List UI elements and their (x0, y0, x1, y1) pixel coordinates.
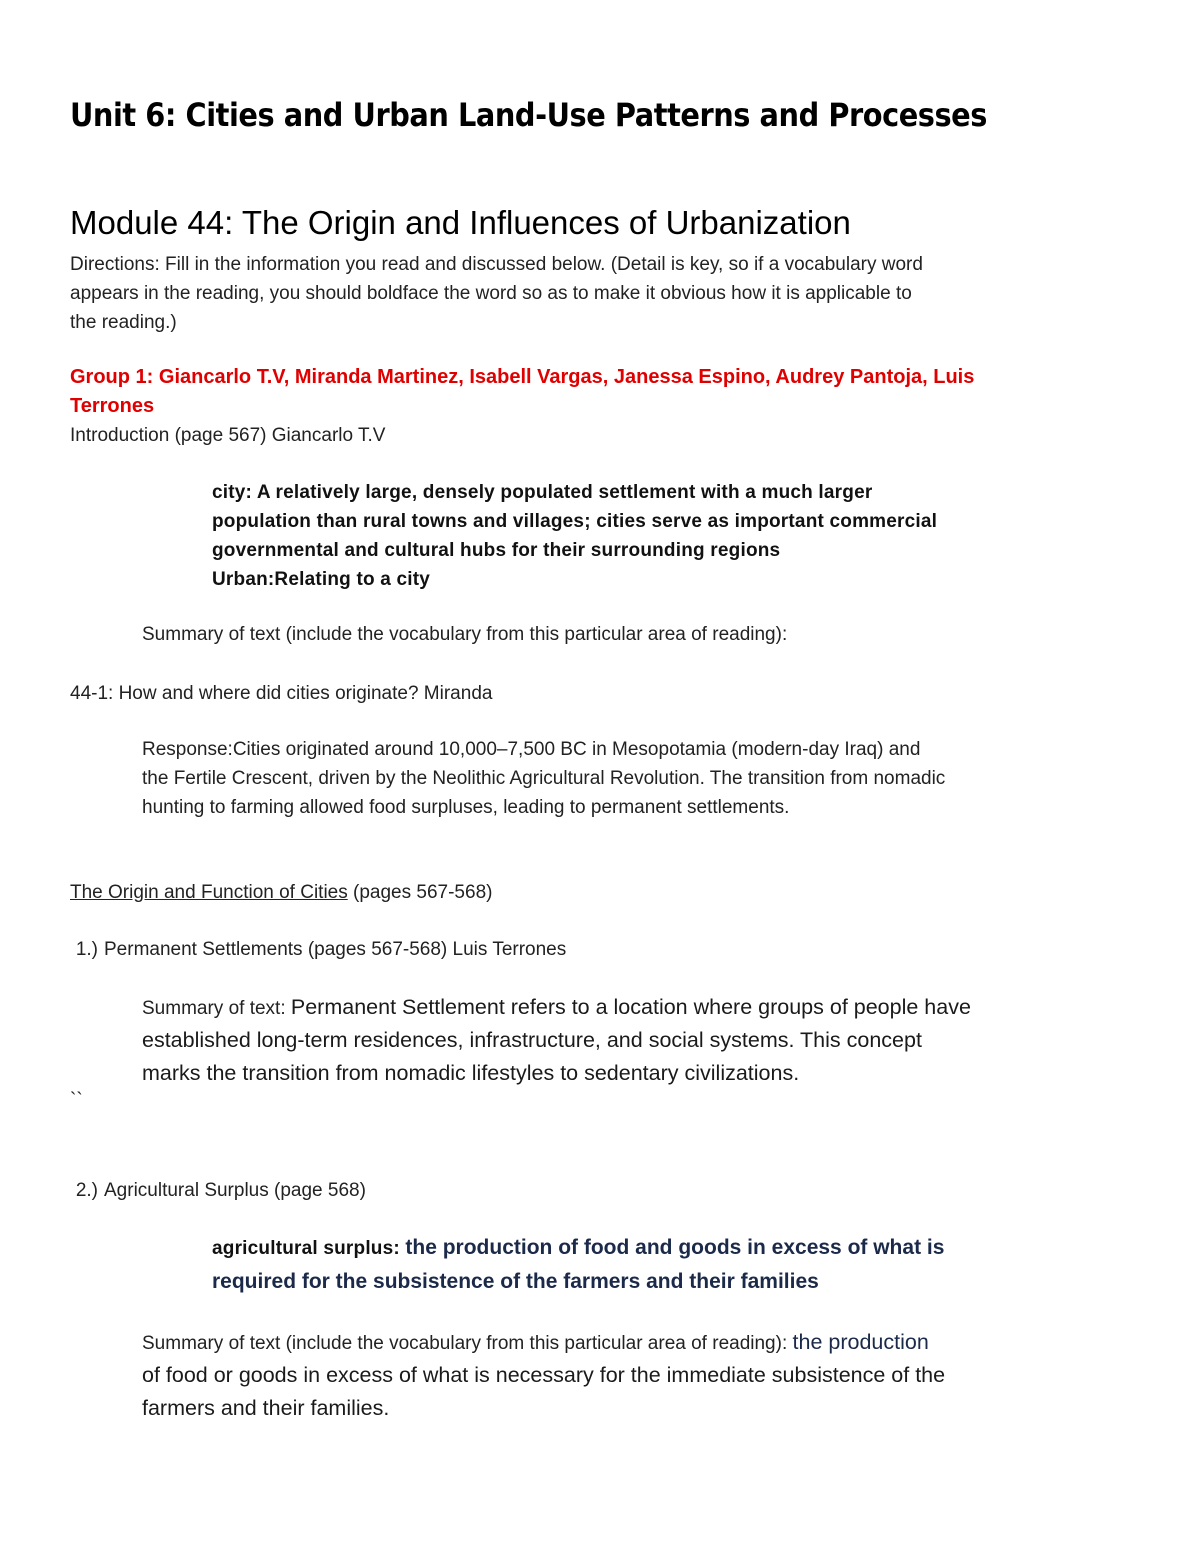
introduction-heading: Introduction (page 567) Giancarlo T.V (70, 425, 386, 446)
list-item-1 (62, 935, 566, 964)
unit-title: Unit 6: Cities and Urban Land-Use Patterns and Processes (70, 96, 987, 134)
response-line: the Fertile Crescent, driven by the Neolithic Agricultural Revolution. The transition from nomadic (142, 768, 946, 789)
section-heading (70, 878, 492, 907)
directions-line: appears in the reading, you should boldface the word so as to make it obvious how it is applicable to (70, 283, 912, 304)
list-number: 1.) (75, 939, 98, 960)
vocab-definition: required for the subsistence of the farmers and their families (212, 1270, 819, 1293)
module-title: Module 44: The Origin and Influences of Urbanization (70, 204, 851, 241)
item2-summary (142, 1326, 1102, 1425)
directions-line: Directions: Fill in the information you read and discussed below. (Detail is key, so if a vocabulary word (70, 254, 923, 275)
group-line: Group 1: Giancarlo T.V, Miranda Martinez, Isabell Vargas, Janessa Espino, Audrey Pantoja, Luis (70, 366, 975, 388)
list-item-label: Agricultural Surplus (page 568) (104, 1180, 366, 1201)
group-members (70, 363, 974, 421)
vocab-definition: the production of food and goods in excess of what is (405, 1236, 945, 1259)
summary-line: the production (792, 1330, 929, 1354)
summary-line: Permanent Settlement refers to a location where groups of people have (290, 995, 971, 1019)
summary-line: farmers and their families. (142, 1396, 390, 1420)
vocab-line: population than rural towns and villages; cities serve as important commercial (212, 511, 938, 532)
response (142, 735, 945, 822)
directions-line: the reading.) (70, 312, 177, 333)
summary-line: marks the transition from nomadic lifestyles to sedentary civilizations. (142, 1061, 800, 1085)
list-number: 2.) (75, 1180, 98, 1201)
summary-line: established long-term residences, infrastructure, and social systems. This concept (142, 1028, 922, 1052)
response-line: Response:Cities originated around 10,000–7,500 BC in Mesopotamia (modern-day Iraq) and (142, 739, 921, 760)
list-item-label: Permanent Settlements (pages 567-568) Luis Terrones (104, 939, 567, 960)
list-item-2 (62, 1176, 366, 1205)
vocab-line: governmental and cultural hubs for their surrounding regions (212, 540, 781, 561)
summary-label: Summary of text: (142, 998, 291, 1019)
summary-line: of food or goods in excess of what is necessary for the immediate subsistence of the (142, 1363, 946, 1387)
vocab-line: Urban:Relating to a city (212, 569, 431, 590)
directions (70, 250, 923, 337)
question-44-1: 44-1: How and where did cities originate? Miranda (70, 683, 493, 704)
item1-summary (142, 991, 1102, 1090)
summary-prompt: Summary of text (include the vocabulary from this particular area of reading): (142, 624, 788, 645)
vocab-agricultural-surplus (212, 1232, 1092, 1298)
response-line: hunting to farming allowed food surpluses, leading to permanent settlements. (142, 797, 790, 818)
vocab-term: agricultural surplus: (212, 1238, 406, 1259)
vocab-line: city: A relatively large, densely populated settlement with a much larger (212, 482, 873, 503)
section-heading-link[interactable]: The Origin and Function of Cities (70, 882, 348, 903)
vocab-city (212, 478, 937, 594)
group-line: Terrones (70, 395, 155, 417)
section-heading-pages: (pages 567-568) (347, 882, 493, 903)
summary-label: Summary of text (include the vocabulary from this particular area of reading): (142, 1333, 793, 1354)
stray-mark: `` (70, 1090, 83, 1111)
